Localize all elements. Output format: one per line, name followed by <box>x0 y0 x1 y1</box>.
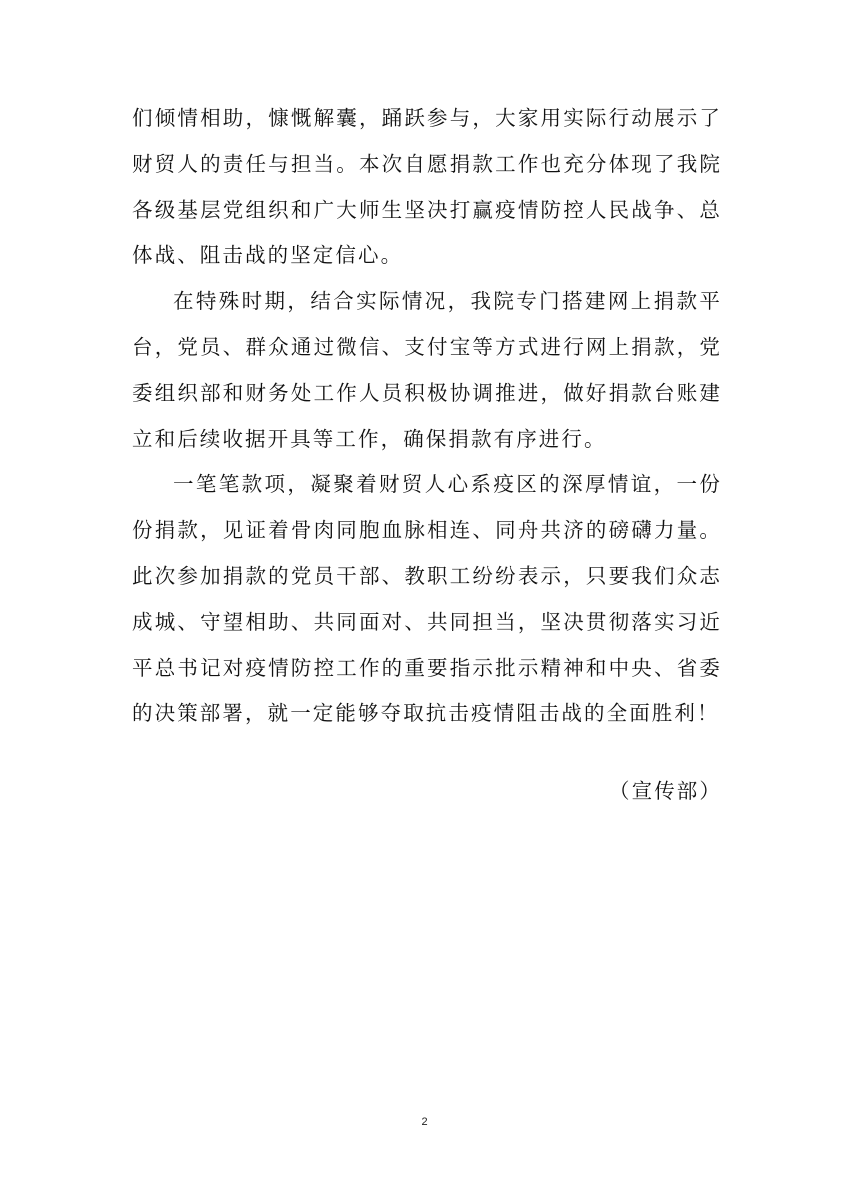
paragraph-continuation: 们倾情相助，慷慨解囊，踊跃参与，大家用实际行动展示了财贸人的责任与担当。本次自愿捐款工作也充分体现了我院各级基层党组织和广大师生坚决打赢疫情防控人民战争、总体战、阻击战的坚定信心。 <box>132 106 722 268</box>
page-number: 2 <box>421 1116 428 1128</box>
signature: （宣传部） <box>609 779 722 803</box>
document-body <box>132 96 722 737</box>
paragraph-conclusion: 一笔笔款项，凝聚着财贸人心系疫区的深厚情谊，一份份捐款，见证着骨肉同胞血脉相连、同舟共济的磅礴力量。此次参加捐款的党员干部、教职工纷纷表示，只要我们众志成城、守望相助、共同面对、共同担当，坚决贯彻落实习近平总书记对疫情防控工作的重要指示批示精神和中央、省委的决策部署，就一定能够夺取抗击疫情阻击战的全面胜利！ <box>132 472 722 726</box>
paragraph-online-donation: 在特殊时期，结合实际情况，我院专门搭建网上捐款平台，党员、群众通过微信、支付宝等方式进行网上捐款，党委组织部和财务处工作人员积极协调推进，做好捐款台账建立和后续收据开具等工作，确保捐款有序进行。 <box>132 289 722 451</box>
